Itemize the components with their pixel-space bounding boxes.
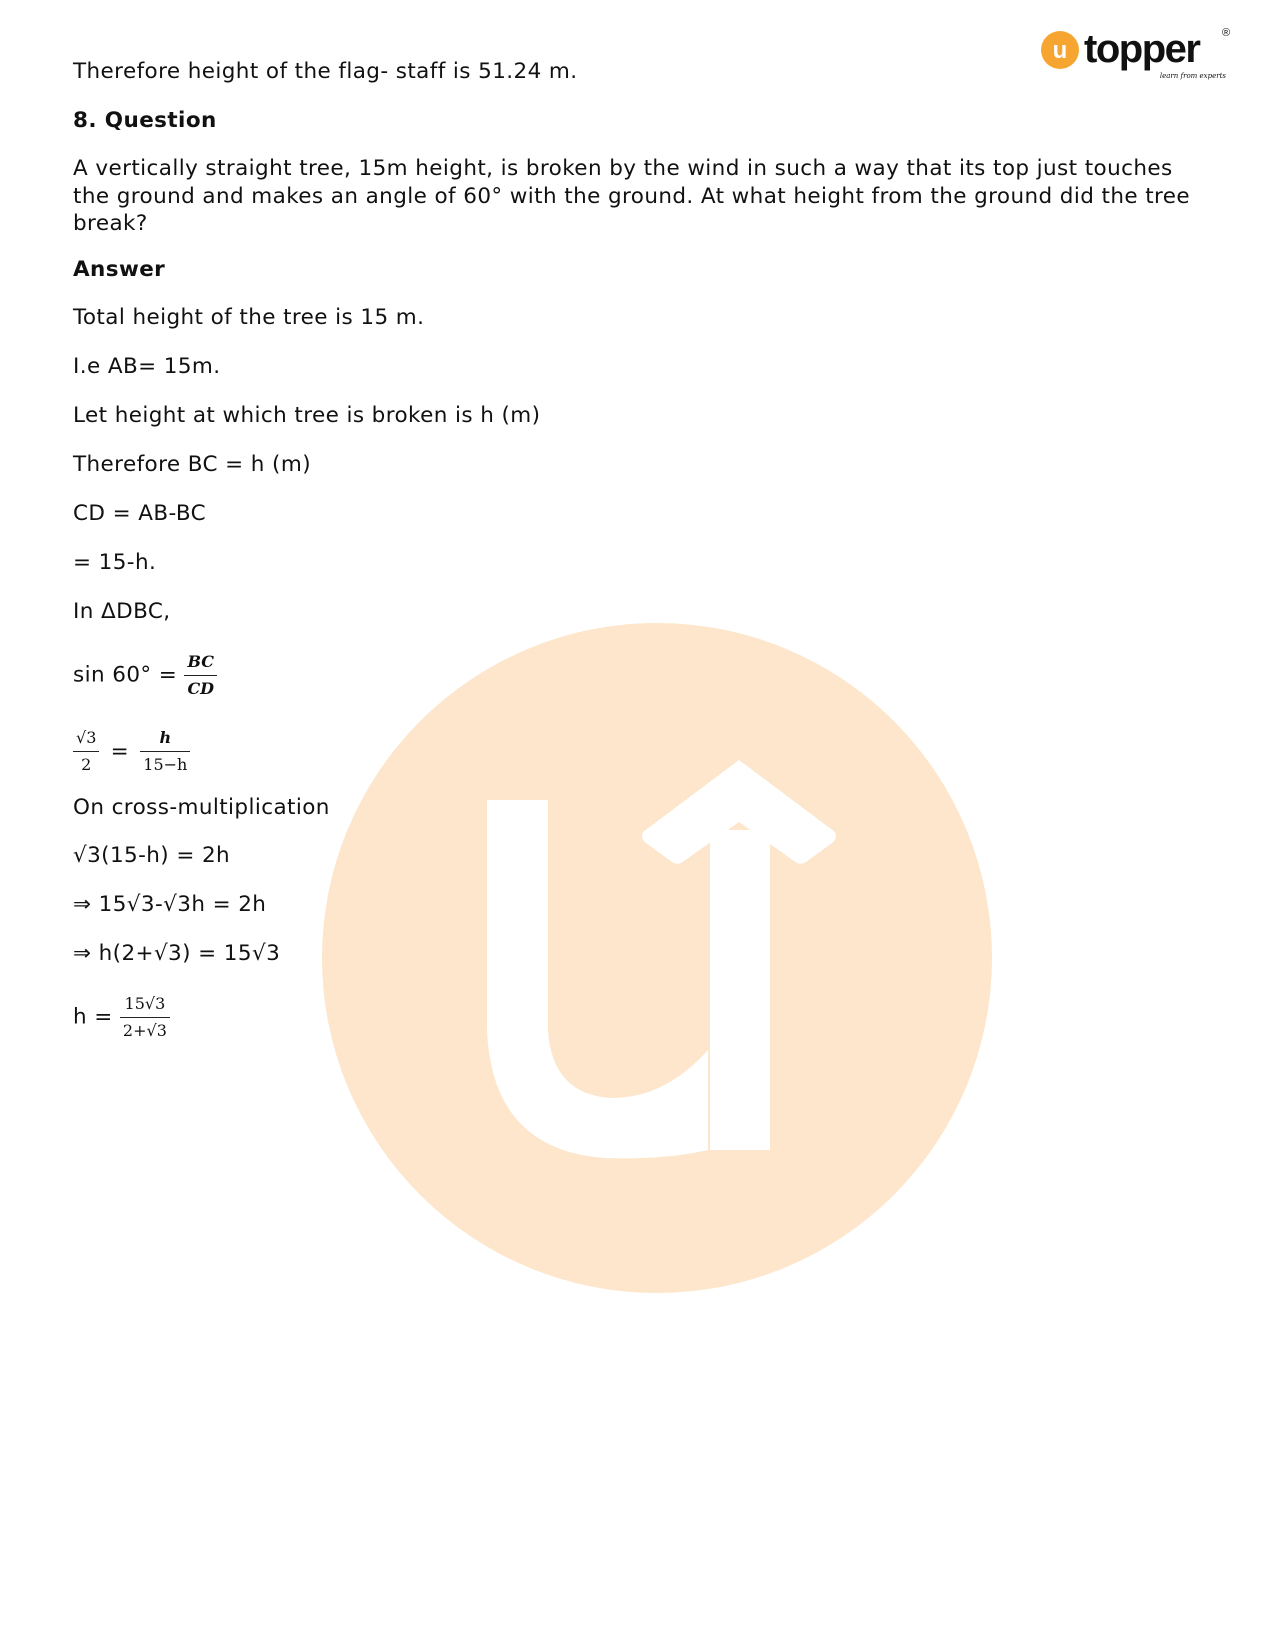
fraction-numerator: BC (184, 652, 217, 676)
text-line: On cross-multiplication (73, 795, 330, 820)
text-line: Therefore height of the flag- staff is 51.24 m. (73, 59, 578, 84)
text-line: CD = AB-BC (73, 501, 207, 526)
question-text: A vertically straight tree, 15m height, is broken by the wind in such a way that its top just touches the ground and makes an angle of 60° with the ground. At what height from the ground did the tree break? (73, 156, 1191, 236)
fraction-denominator: 2+√3 (122, 1021, 167, 1040)
brand-tagline: learn from experts (1159, 72, 1226, 80)
brand-logo (1040, 22, 1240, 86)
text-line: √3(15-h) = 2h (73, 843, 231, 868)
fraction-denominator: 15−h (143, 755, 188, 774)
equation-h-value (73, 994, 170, 1041)
watermark-arrow-shaft (710, 830, 770, 1150)
equation-prefix: sin 60° = (73, 662, 178, 688)
fraction-numerator: h (140, 728, 190, 752)
text-line: I.e AB= 15m. (73, 354, 221, 379)
fraction-root3-over-2 (73, 728, 99, 775)
fraction-numerator: 15√3 (120, 994, 170, 1018)
fraction-numerator: √3 (73, 728, 99, 752)
question-heading: 8. Question (73, 108, 217, 133)
fraction-h-result (120, 994, 170, 1041)
equals-sign: = (110, 738, 130, 764)
fraction-bc-cd (184, 652, 217, 699)
equation-sin60 (73, 652, 217, 699)
text-line: ⇒ h(2+√3) = 15√3 (73, 941, 281, 966)
text-line: In ΔDBC, (73, 599, 171, 624)
fraction-denominator: CD (187, 679, 215, 698)
fraction-h-over-15-minus-h (140, 728, 190, 775)
brand-registered-mark: ® (1222, 27, 1231, 39)
watermark-circle (322, 623, 992, 1293)
answer-heading: Answer (73, 257, 166, 282)
text-line: Let height at which tree is broken is h (m) (73, 403, 541, 428)
brand-icon-letter: u (1052, 37, 1068, 64)
brand-name: topper (1084, 27, 1200, 71)
text-line: Therefore BC = h (m) (73, 452, 311, 477)
equation-ratio (73, 728, 190, 775)
text-line: Total height of the tree is 15 m. (73, 305, 425, 330)
text-line: ⇒ 15√3-√3h = 2h (73, 892, 267, 917)
equation-prefix: h = (73, 1004, 113, 1030)
fraction-denominator: 2 (81, 755, 92, 774)
text-line: = 15-h. (73, 550, 157, 575)
